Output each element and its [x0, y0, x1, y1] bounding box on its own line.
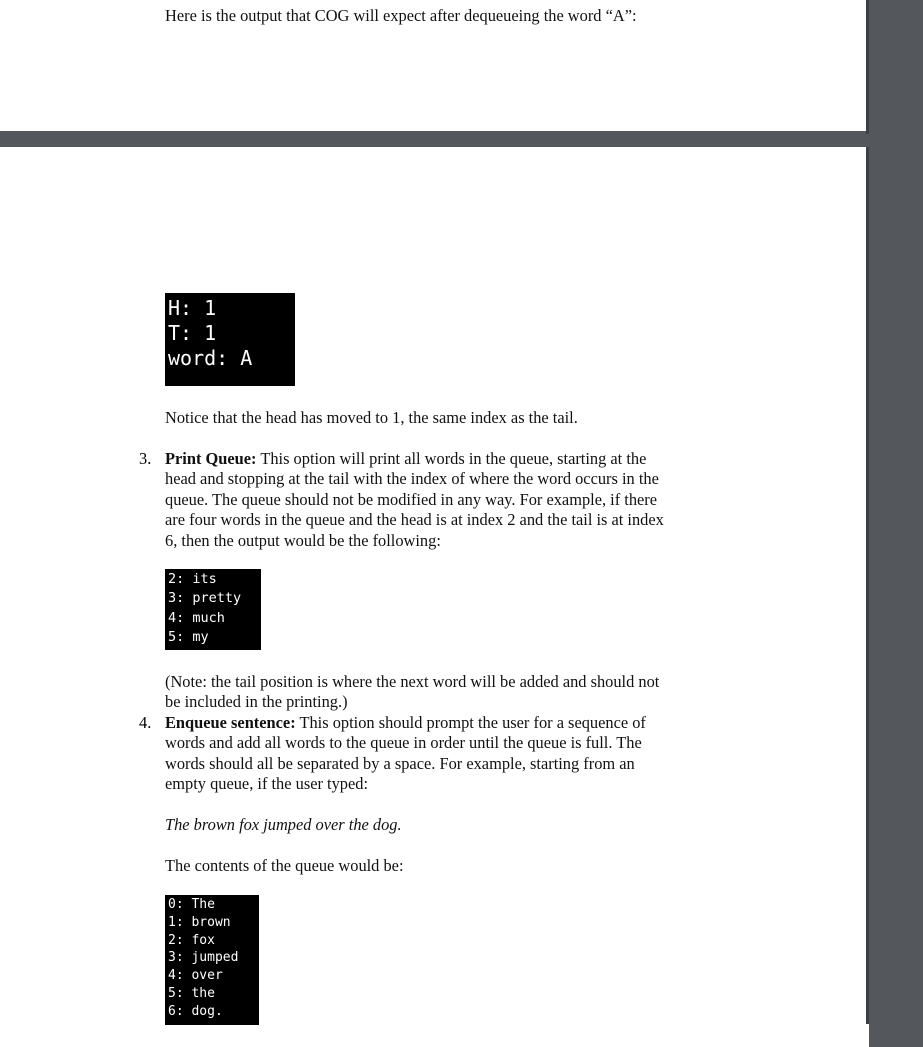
terminal-output-print-queue	[165, 569, 261, 650]
intro-text: Here is the output that COG will expect after dequeueing the word “A”:	[165, 6, 637, 25]
terminal-line: 5: the	[168, 985, 215, 1001]
terminal-line: T: 1	[168, 321, 217, 345]
item-text: queue. The queue should not be modified in any way. For example, if there	[165, 489, 658, 509]
item-title: Enqueue sentence:	[165, 713, 296, 732]
document-page-1	[0, 0, 869, 131]
list-number: 4.	[139, 713, 152, 732]
note-text	[165, 672, 765, 713]
item-text: head and stopping at the tail with the index of where the word occurs in the	[165, 469, 659, 489]
terminal-line: 1: brown	[168, 914, 231, 930]
example-sentence	[165, 815, 402, 835]
item-title: Print Queue:	[165, 449, 257, 468]
terminal-line: H: 1	[168, 296, 217, 320]
list-item-print-queue	[165, 449, 765, 551]
terminal-line: 5: my	[168, 629, 209, 646]
item-text: This option will print all words in the queue, starting at the	[256, 449, 647, 468]
item-text: words and add all words to the queue in order until the queue is full. The	[165, 733, 642, 753]
terminal-line: 3: pretty	[168, 590, 242, 607]
example-sentence-text: The brown fox jumped over the dog.	[165, 815, 402, 834]
terminal-output-dequeue	[165, 293, 295, 386]
terminal-line: 6: dog.	[168, 1003, 223, 1019]
terminal-line: 0: The	[168, 897, 215, 912]
page-shadow	[866, 0, 869, 134]
item-text: are four words in the queue and the head is at index 2 and the tail is at index	[165, 510, 664, 530]
item-text: This option should prompt the user for a sequence of	[295, 713, 646, 732]
item-text: 6, then the output would be the following:	[165, 530, 441, 550]
terminal-line: 2: its	[168, 571, 217, 587]
terminal-line: 4: over	[168, 968, 223, 984]
page-shadow	[866, 147, 869, 1024]
notice-text: Notice that the head has moved to 1, the same index as the tail.	[165, 408, 578, 427]
note-line: (Note: the tail position is where the next word will be added and should not	[165, 672, 660, 691]
document-page-2	[0, 147, 869, 1047]
terminal-line: word: A	[168, 346, 253, 370]
note-line: be included in the printing.)	[165, 692, 348, 712]
list-number: 3.	[139, 449, 152, 468]
list-item-enqueue-sentence	[165, 713, 765, 795]
terminal-line: 4: much	[168, 609, 225, 626]
item-text: empty queue, if the user typed:	[165, 774, 369, 794]
terminal-line: 2: fox	[168, 932, 215, 948]
terminal-output-queue-contents	[165, 895, 259, 1025]
contents-label: The contents of the queue would be:	[165, 856, 404, 875]
terminal-line: 3: jumped	[168, 950, 239, 966]
item-text: words should all be separated by a space. For example, starting from an	[165, 753, 635, 773]
